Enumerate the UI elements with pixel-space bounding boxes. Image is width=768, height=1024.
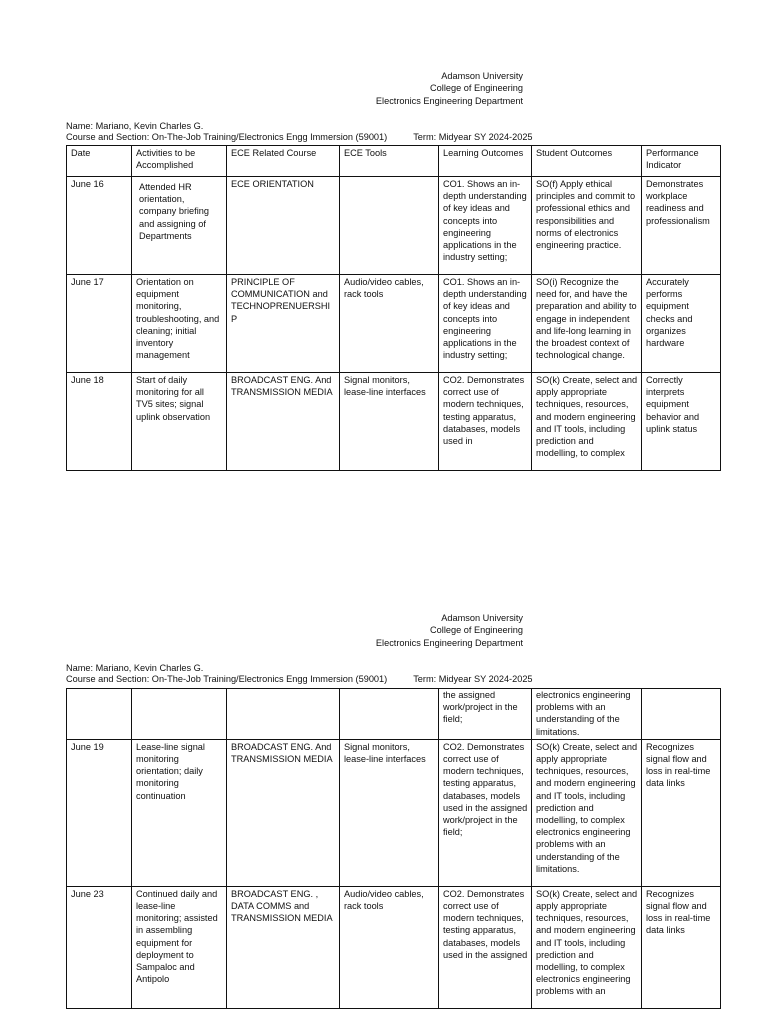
cell-activity: Orientation on equipment monitoring, troubleshooting, and cleaning; initial inventory management <box>132 275 227 373</box>
table-row <box>67 739 721 886</box>
header-performance-indicator: Performance Indicator <box>642 146 721 177</box>
course-section: Course and Section: On-The-Job Training/Electronics Engg Immersion (59001) <box>66 132 388 143</box>
table-header-row <box>67 146 721 177</box>
cell-course: BROADCAST ENG. And TRANSMISSION MEDIA <box>227 739 340 886</box>
activity-log-table-continued <box>66 688 721 1009</box>
cell-date: June 17 <box>67 275 132 373</box>
department-name: Electronics Engineering Department <box>375 95 523 106</box>
table-row <box>67 373 721 471</box>
cell-learning-outcome: CO2. Demonstrates correct use of modern techniques, testing apparatus, databases, models used in <box>439 373 532 471</box>
cell-performance-indicator: Recognizes signal flow and loss in real-time data links <box>642 739 721 886</box>
cell-course: BROADCAST ENG. And TRANSMISSION MEDIA <box>227 373 340 471</box>
document-header <box>0 612 523 649</box>
table-row <box>67 177 721 275</box>
cell-learning-outcome: CO1. Shows an in-depth understanding of key ideas and concepts into engineering applications in the industry setting; <box>439 177 532 275</box>
activity-text: Attended HR orientation, company briefing and assigning of Departments <box>139 182 209 241</box>
cell-tools <box>340 689 439 740</box>
header-activities: Activities to be Accomplished <box>132 146 227 177</box>
header-tools: ECE Tools <box>340 146 439 177</box>
cell-activity: Start of daily monitoring for all TV5 sites; signal uplink observation <box>132 373 227 471</box>
cell-date: June 16 <box>67 177 132 275</box>
cell-activity <box>132 689 227 740</box>
cell-tools <box>340 177 439 275</box>
term: Term: Midyear SY 2024-2025 <box>413 674 533 685</box>
student-name: Name: Mariano, Kevin Charles G. <box>66 663 204 673</box>
cell-course: ECE ORIENTATION <box>227 177 340 275</box>
cell-date: June 18 <box>67 373 132 471</box>
college-name: College of Engineering <box>430 83 523 94</box>
cell-course: PRINCIPLE OF COMMUNICATION and TECHNOPRENUERSHIP <box>227 275 340 373</box>
cell-course <box>227 689 340 740</box>
document-header <box>0 70 523 107</box>
department-name: Electronics Engineering Department <box>375 637 523 648</box>
college-name: College of Engineering <box>430 625 523 636</box>
cell-tools: Signal monitors, lease-line interfaces <box>340 373 439 471</box>
cell-date: June 19 <box>67 739 132 886</box>
student-name: Name: Mariano, Kevin Charles G. <box>66 121 204 131</box>
header-course: ECE Related Course <box>227 146 340 177</box>
university-name: Adamson University <box>441 613 523 623</box>
cell-activity: Continued daily and lease-line monitoring; assisted in assembling equipment for deployment to Sampaloc and Antipolo <box>132 886 227 1008</box>
header-student-outcomes: Student Outcomes <box>532 146 642 177</box>
cell-student-outcome: SO(k) Create, select and apply appropriate techniques, resources, and modern engineering and IT tools, including prediction and modelling, to complex <box>532 373 642 471</box>
header-learning-outcomes: Learning Outcomes <box>439 146 532 177</box>
cell-student-outcome: electronics engineering problems with an understanding of the limitations. <box>532 689 642 740</box>
cell-performance-indicator: Demonstrates workplace readiness and professionalism <box>642 177 721 275</box>
cell-course: BROADCAST ENG. , DATA COMMS and TRANSMISSION MEDIA <box>227 886 340 1008</box>
term: Term: Midyear SY 2024-2025 <box>413 132 533 143</box>
course-section: Course and Section: On-The-Job Training/Electronics Engg Immersion (59001) <box>66 674 388 685</box>
student-info <box>66 121 533 144</box>
table-row-continued <box>67 689 721 740</box>
cell-learning-outcome: CO1. Shows an in-depth understanding of key ideas and concepts into engineering applications in the industry setting; <box>439 275 532 373</box>
cell-date: June 23 <box>67 886 132 1008</box>
activity-log-table <box>66 145 721 471</box>
cell-date <box>67 689 132 740</box>
cell-student-outcome: SO(k) Create, select and apply appropriate techniques, resources, and modern engineering and IT tools, including prediction and modelling, to complex electronics engineering problems with an <box>532 886 642 1008</box>
cell-performance-indicator: Correctly interprets equipment behavior and uplink status <box>642 373 721 471</box>
table-row <box>67 886 721 1008</box>
cell-performance-indicator <box>642 689 721 740</box>
cell-student-outcome: SO(f) Apply ethical principles and commit to professional ethics and responsibilities and norms of electronics engineering practice. <box>532 177 642 275</box>
cell-student-outcome: SO(i) Recognize the need for, and have the preparation and ability to engage in independent and life-long learning in the broadest context of technological change. <box>532 275 642 373</box>
header-date: Date <box>67 146 132 177</box>
cell-learning-outcome: CO2. Demonstrates correct use of modern techniques, testing apparatus, databases, models used in the assigned work/project in the field; <box>439 739 532 886</box>
cell-student-outcome: SO(k) Create, select and apply appropriate techniques, resources, and modern engineering and IT tools, including prediction and modelling, to complex electronics engineering problems with an understanding of the limitations. <box>532 739 642 886</box>
cell-tools: Audio/video cables, rack tools <box>340 886 439 1008</box>
cell-learning-outcome: the assigned work/project in the field; <box>439 689 532 740</box>
cell-learning-outcome: CO2. Demonstrates correct use of modern techniques, testing apparatus, databases, models used in the assigned <box>439 886 532 1008</box>
cell-activity: Lease-line signal monitoring orientation; daily monitoring continuation <box>132 739 227 886</box>
student-info <box>66 663 533 686</box>
cell-tools: Audio/video cables, rack tools <box>340 275 439 373</box>
course-section-line <box>66 132 533 143</box>
cell-performance-indicator: Recognizes signal flow and loss in real-time data links <box>642 886 721 1008</box>
cell-activity <box>132 177 227 275</box>
cell-performance-indicator: Accurately performs equipment checks and organizes hardware <box>642 275 721 373</box>
course-section-line <box>66 674 533 685</box>
table-row <box>67 275 721 373</box>
cell-tools: Signal monitors, lease-line interfaces <box>340 739 439 886</box>
university-name: Adamson University <box>441 71 523 81</box>
